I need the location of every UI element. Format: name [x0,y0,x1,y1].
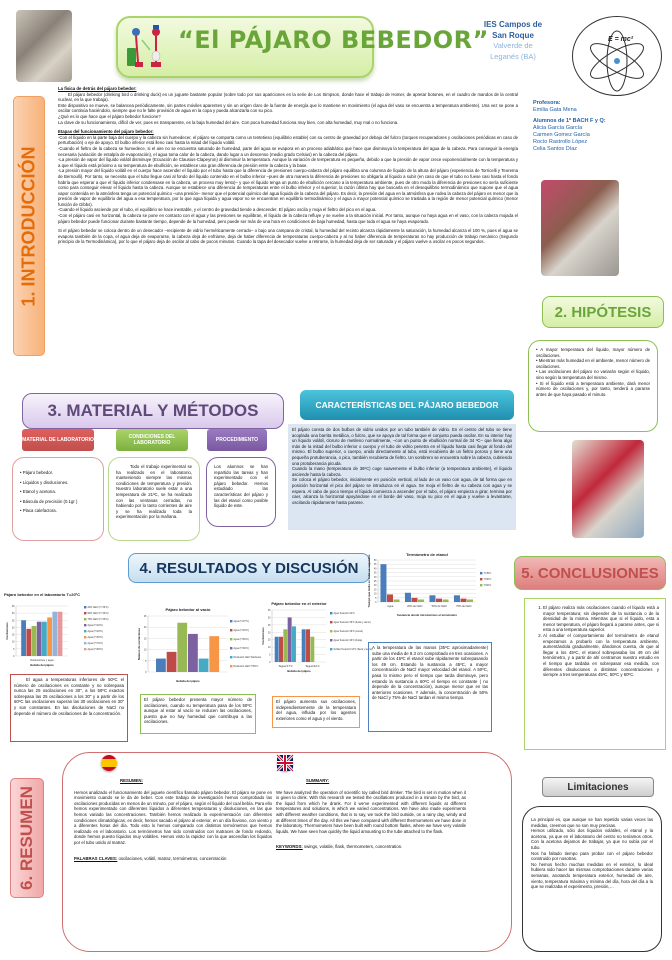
material-item: • Placa calefactora. [20,508,57,514]
legend-label: Agua (T=70ºC) [87,643,103,645]
chart-title: Pájaro bebedor en el exterior [271,601,327,606]
intro-step: -La presión mayor del líquido volátil en el cuerpo hace ascender el líquido por el tubo hasta que la diferencia de presiones cuerpo-cabeza del pájaro equilibra una columna de líquido de la altura del pájaro (experiencia de Torricelli y Teorema de Bernoulli). Por tanto, se necesita que el tubo llegue casi al fondo del líquido contenido en el bulbo inferior –pues de otra manera la diferencia de presiones no obligaría al líquido a subir (en caso de que el tubo no fuese casi hasta el fondo habría que esperar a que el líquido inferior condensase en la cabeza, un proceso muy lento)– y que el líquido tenga un punto de ebullición cercano a la temperatura ambiente, pues de otro modo la diferencia de presiones no sería suficiente como para conseguir elevar el líquido hasta la cabeza. Aunque se establece una diferencia de temperaturas entre el bulbo inferior y el superior, la razón última hay que buscarla en el desequilibrio termodinámico que supone que el agua vapor contenida en la atmósfera tenga un potencial químico –una presión– menor que el potencial químico del agua líquida de la cabeza del pájaro. Es decir, la presión del agua en la atmósfera que rodea la cabeza del pájaro es menor que la presión de vapor de equilibrio del agua a esa temperatura, por lo que agua líquida y agua vapor no se encuentran en equilibrio termodinámico y el agua a mayor potencial químico se traslada a la región de menor potencial químico (menor función de Gibbs). [58,168,518,207]
legend-label: Agua (T=50ºC) [87,637,103,639]
bar [443,599,449,602]
y-tick-label: 30 [267,616,271,620]
chart-vacuum-svg [136,606,266,694]
intro-step: -La presión de vapor del líquido volátil disminuye (Ecuación de Clausius-Clapeyron) al disminuir la temperatura. Aunque la variación de temperatura es pequeña, debido a que la presión de vapor crece exponencialmente con la temperatura y a que el líquido está próximo a su temperatura de ebullición, se establece una gran diferencia de presión entre la cabeza y la base. [58,157,518,168]
chart-exterior [261,600,373,680]
y-tick-label: 5 [145,659,147,663]
lab-conditions-text: Todo el trabajo experimental se ha realizado en el laboratorio, manteniendo siempre las mismas condiciones de temperatura y presión. Nuestro laboratorio suele estar a una temperatura de 21ºC, se ha realizado con las ventanas cerradas, no habiendo por lo tanto corrientes de aire y se ha realizado toda la experimentación por la mañana. [116,464,192,520]
bar [52,612,57,656]
spain-flag-icon [101,755,117,771]
intro-paragraph: El pájaro bebedor (drinking bird o drinking duck) es un juguete bastante popular (sobre todo por sus apariciones en la serie de Los Simpson, donde hace el trabajo de Homer, de apretar botones, en el cuadro de mandos de la central nuclear, en la que trabaja). [58,91,518,103]
legend-swatch [84,618,86,620]
y-tick-label: 25 [267,623,271,627]
limitation-text: La principal es, que aunque se han repetido varias veces las medidas, creemos que no son muy precisas. [531,817,653,828]
y-tick-label: 0 [145,671,147,674]
authors-block [533,100,653,153]
y-tick-label: 10 [267,646,271,650]
intro-step: -Cuando el fieltro de la cabeza se humedece, si el aire no se encuentra saturado de humedad, parte del agua se evapora en un proceso adiabático que hace que disminuya la temperatura del agua de la cabeza. Para conseguir la energía necesaria (variación de entalpía de evaporación), el agua toma calor de la cabeza, dando lugar a un descenso (medio grado Celsius) en la cabeza del pájaro. [58,145,518,157]
limitations-box [522,806,662,952]
legend-label: Disolución NaCl T=50ºC [233,666,259,668]
bar [37,622,42,656]
bar [58,612,63,656]
y-axis-label: Número de oscilaciones [137,627,141,661]
student-name: Carmen Gomez García [533,132,590,138]
characteristics-paragraph: El pájaro consta de dos bulbos de vidrio unidos por un tubo también de vidrio. En el centro del tubo se tiene acoplada una barrita metálica, o fulcro, que se apoya de tal forma que el conjunto pueda oscilar. En su interior hay un líquido volátil, cloruro de metileno normalmente, –con un punto de ebullición normal de 34 ºC– que llena algo más de la mitad del bulbo inferior o cuerpo y el tubo de vidrio penetra en el líquido hasta casi llegar al fondo del mismo. El bulbo superior, o cuerpo, unido directamente al tubo, está recubierto de un fieltro poroso y tiene una pequeña protuberancia, o pico, también recubierta de fieltro. Un sombrero se encuentra sobre la cabeza, cubriendo una protuberancia picuda. [292,427,512,466]
school-name [478,20,548,62]
legend-swatch [230,620,232,622]
teacher-label: Profesora: [533,100,561,106]
student-name: Alicia García García [533,125,583,131]
bar [394,599,400,602]
y-tick-label: 25 [11,619,15,623]
students-photo-2 [572,440,644,538]
legend-label: Agua Texterior=15ºC (lluvia y viento) [333,622,371,624]
results-header [128,553,370,583]
legend-swatch [330,648,332,650]
characteristics-paragraph: Cuando la mano (temperatura de 36ºC) coge suavemente el bulbo inferior (a temperatura ambiente), el líquido asciende hasta la cabeza. [292,466,512,477]
bar [380,564,386,602]
introduction-tab-label: 1. INTRODUCCIÓN [18,145,39,307]
y-tick-label: 0 [269,661,271,664]
bar [467,599,473,602]
y-tick-label: 15 [373,588,377,592]
legend-label: 20% NaCl (T= 50ºC) [87,607,109,609]
chart-laboratory-svg [4,590,134,672]
y-tick-label: 20 [267,631,271,635]
legend-label: Agua (T=40ºC) [233,630,249,632]
characteristics-header [300,390,514,420]
legend-swatch [330,621,332,623]
x-tick-label: 50% de NaCl [431,605,447,608]
bar [283,629,287,662]
legend-swatch [480,578,482,580]
poster-title: “El PÁJARO BEBEDOR” [178,26,489,54]
material-item: • Líquidos y disoluciones. [20,479,69,485]
y-tick-label: 5 [375,596,377,600]
caption-text: A la temperatura de las manos (35ºC aproximadamente) sube una media de 9.3 cm comprobado en tres ocasiones. A partir de los 45ºC el etanol sube rápidamente sobrepasando los 49 cm. Estando la sustancia a 45ºC, a mayor concentración de NaCl mayor velocidad del etanol. A 50ºC, pasa lo mismo pero el tiempo que tarda disminuye, pero estando la sustancia a 60ºC el tiempo es constante ( no depende de la concentración), aunque menor que en las anteriores ocasiones. Y además, la concentración de 50% de NaCl y 75% de NaCl tardan el mismo tiempo. [372,645,488,701]
hypothesis-item: • Mientras más humedad en el ambiente, menor número de oscilaciones. [536,358,650,369]
legend-swatch [480,584,482,586]
x-axis-label: Bebida del pájaro [30,663,54,667]
y-tick-label: 20 [143,626,147,630]
x-tick-label: Tagua=42ºC [305,665,320,668]
school-line2: San Roque [492,30,534,40]
intro-paragraph: La clave de su funcionamiento, difícil de ver, pues es transparente, es la baja humedad del aire. Con poca humedad funciona muy bien, con alta humedad, muy mal o no funciona. [58,119,399,125]
conclusion-item: 1. El pájaro realiza más oscilaciones cuando el líquido está a mayor temperatura; sin depender de la sustancia o de la densidad de la misma. Mientras que si el líquido, esta a menor temperatura, el pájaro llegará a pararse antes, que si esta a una temperatura superior. [543,605,659,633]
bar [32,626,37,656]
legend-swatch [330,630,332,632]
intro-step: -Con el pájaro casi en horizontal, la cabeza se pone en contacto con el agua y las presiones se equilibran, el líquido de la cabeza refluye y se vuelve a la situación inicial. Por tanto, aunque no haya agua en el vaso, con la cabeza mojada el pájaro bebedor puede funcionar durante bastante tiempo, depende de la humedad, pero puede ser más de una hora en condiciones de baja humedad, hasta que toda el agua se haya evaporado. [58,213,518,224]
logo-formula: E = mc² [608,36,634,43]
summary-en-text: We have analyzed the operation of scientific toy called bird drinker. The bird is set in motion when it is given to drink. With this research we tested the oscillations produced in a minute by the bird, as the liquid from which he drank. For it we've experimented with different liquids at different temperatures and solutions, in which we varied concentrations. We have also made experiments with different weather conditions, that is to say, we took the bird outside, on a rainy day, windy and at different times of the day. All this we have compared with different thermometers we have done in the laboratory. Thermometers have been built with round bottom flasks, where we have very volatile liquids. We have seen how quickly the liquid amounting to the tube attached to the flask. [276,789,466,834]
intro-heading-physics: La física de detrás del pájaro bebedor: [58,86,137,91]
methods-header [22,393,284,429]
chart-title: Termómetro de etanol [406,552,448,557]
bar [288,617,292,662]
y-tick-label: 15 [267,638,271,642]
intro-paragraph: Este dispositivo se mueve, se balancea periódicamente, sin partes móviles aparentes y sin un origen claro de la fuente de energía que lo mantiene en movimiento (el agua del vaso se encuentra a temperatura ambiente). Una vez se pone a oscilar continúa haciéndolo, siempre que no le falte provisión de agua en la copa y pueda alcanzarla con su pico. [58,102,518,114]
limitation-text: Hemos utilizado, sólo dos líquidos volátiles, el etanol y la acetona, ya que en el laboratorio del centro no teníamos otros. Con la acetona dejamos de trabajar, ya que no subía por el tubo. [531,828,653,850]
conclusions-header [514,556,666,590]
lab-conditions-title: CONDICIONES DEL LABORATORIO [128,434,176,446]
bar [21,620,26,656]
introduction-text [58,86,518,245]
bar [188,634,198,672]
legend-label: Agua (T=50ºC) [233,639,249,641]
bar [310,637,314,662]
legend-label: Agua Texterior=16ºC (lluvia) [333,640,363,642]
intro-step: -Con el líquido en la parte baja del cuerpo y la cabeza sin humedecer, el pájaro se comporta como un tentetieso (equilibrio estable) con su centro de gravedad por debajo del fulcro (torques recuperadores y oscilaciones periódicas en caso de perturbación) o eje de apoyo. El bulbo inferior está lleno casi hasta la mitad del líquido volátil. [58,134,518,146]
legend-label: Agua (T=40ºC) [87,631,103,633]
bar [47,617,52,656]
summary-english [276,778,466,850]
chart-title: Pájaro bebedor en el laboratorio T=20ºC [3,592,81,597]
results-caption-laboratory [10,674,128,742]
chart-title: Pájaro bebedor al vacío [165,607,211,612]
students-photo-1 [541,180,619,276]
y-tick-label: 15 [143,637,147,641]
summary-tab-label: 6. RESUMEN [17,786,37,890]
y-tick-label: 30 [373,575,377,579]
legend-swatch [230,647,232,649]
legend-label: 50% NaCl (T= 50ºC) [87,613,109,615]
bar [454,595,460,602]
x-axis-label: Bebida del pájaro [176,679,200,683]
header-photo-lab [16,10,72,82]
summary-es-title: RESUMEN: [120,778,143,783]
y-tick-label: 10 [143,648,147,652]
legend-swatch [330,639,332,641]
bar [405,593,411,602]
school-line1: IES Campos de [483,20,543,29]
students-label: Alumnos de 1º BACH F y Q: [533,118,606,124]
hypothesis-item: • Si el líquido está a temperatura ambiente, dará menor número de oscilaciones y, por tanto, tenderá a pararse antes de que haya pasado el minuto. [536,380,650,397]
procedure-header [207,429,267,451]
student-name: Celia Santos Díaz [533,146,578,152]
procedure-box [206,457,276,527]
material-item: • Pájaro bebedor. [20,470,54,475]
chart-ethanol-svg [362,552,510,632]
y-axis-label: Oscilaciones [5,622,9,640]
procedure-title: PROCEDIMIENTO [215,437,259,443]
conclusions-title: 5. CONCLUSIONES [521,564,659,582]
chart-ethanol [362,552,510,632]
y-tick-label: 25 [143,615,147,618]
bar [275,637,279,662]
characteristics-box [288,424,516,530]
x-tick-label: 20% de NaCl [407,605,423,608]
intro-step: -Cuando el líquido asciende por el tubo, el equilibrio se hace inestable, y el centro de gravedad tiende a descender. El pájaro oscila y moja el fieltro del pico en el agua. [58,207,377,213]
y-tick-label: 10 [373,592,377,596]
student-name: Rocío Rastrollo López [533,139,588,145]
y-axis-label: Tiempo que tarda en subir en segundos [367,554,371,608]
lab-material-header [22,429,94,451]
uk-flag-icon [277,755,293,771]
summary-en-keywords: KEYWORDS: swings, volatile, flask, thermometers, concentration. [276,844,403,850]
results-caption-exterior [272,696,360,728]
bar [26,629,31,656]
bar [199,659,209,672]
legend-label: T=50ºC [483,579,492,581]
bar [209,636,219,672]
legend-label: Agua (T=80ºC) [87,649,103,651]
hypothesis-item: • Las oscilaciones del pájaro no variarán según el líquido, sino según la temperatura del mismo. [536,369,650,380]
y-tick-label: 0 [13,655,15,658]
y-tick-label: 35 [267,609,271,612]
hypothesis-item: • A mayor temperatura del líquido, mayor número de oscilaciones. [536,347,650,358]
material-item: • Etanol y acetona. [20,489,56,495]
legend-label: Sulfato Texterior=13ºC (lluvia y viento) [333,649,373,651]
teacher-name: Emilia Gata Mena [533,107,577,113]
chart-laboratory [4,590,134,672]
bar [177,623,187,672]
hypothesis-box [528,340,658,432]
bar [306,629,310,662]
limitation-text: No hemos hecho muchas medidas en el exterior, lo ideal hubiera sido hacer las mismas comprobaciones durante varias semanas, anotando temperatura exterior, humedad de aire, viento, temperatura máxima y mínima del día, hora del día a la que se realizaba el experimento, presión,… [531,861,653,890]
y-axis-label: Oscilaciones [261,627,265,645]
y-tick-label: 35 [373,571,377,575]
bar [460,599,466,602]
y-tick-label: 20 [373,584,377,588]
legend-label: Agua (T=20ºC) [87,625,103,627]
legend-swatch [84,624,86,626]
legend-swatch [84,630,86,632]
limitation-text: Nos ha faltado tiempo para probar con el pájaro bebedor construido por nosotras. [531,850,653,862]
legend-swatch [330,612,332,614]
summary-en-title: SUMMARY: [306,778,330,783]
characteristics-title: CARACTERÍSTICAS DEL PÁJARO BEBEDOR [315,400,499,410]
hypothesis-title: 2. HIPÓTESIS [554,303,652,321]
legend-label: 75% NaCl (T= 50ºC) [87,619,109,621]
bar [167,652,177,672]
x-tick-label: Agua [387,605,394,608]
hypothesis-header [542,296,664,328]
legend-label: Disolución NaCl Tambiente [233,657,262,659]
legend-swatch [84,612,86,614]
legend-label: Agua Texterior=14ºC [333,613,355,615]
y-tick-label: 50 [373,559,377,562]
bar [292,626,296,662]
legend-swatch [84,636,86,638]
caption-text: El pájaro aumenta sus oscilaciones, independientemente de la temperatura del agua, influida por los agentes exteriores como el agua y el viento. [276,699,356,721]
conclusions-box [524,598,666,750]
summary-spanish [74,778,272,861]
caption-text: El pájaro bebedor presenta mayor número de oscilaciones, cuando su temperatura pasa de los 50ºC aunque al estar al vacío se reducen las oscilaciones, puesto que no hay humedad que contribuya a las oscilaciones. [144,697,252,725]
y-tick-label: 30 [11,612,15,616]
chart-vacuum [136,606,266,694]
summary-es-keywords: PALABRAS CLAVES: oscilaciones, volátil, matraz, termómetros, concentración [74,855,227,861]
x-axis-label: Bebida del pájaro [287,669,311,673]
lab-conditions-box [108,457,200,541]
legend-label: Agua Texterior=16ºC (viento) [333,631,363,633]
summary-es-text: Hemos analizado el funcionamiento del juguete científico llamado pájaro bebedor. El pájaro se pone en movimiento cuando se le da de beber. Con este trabajo de investigación hemos comprobado las oscilaciones producidas en menos de un minuto, por el pájaro, según el líquido del cual bebía. Para ello hemos experimentado con diferentes líquidos a diferentes temperaturas y disoluciones, en las que hemos variado las concentraciones. También hemos realizado la experimentación con diferentes condiciones climatológicas, es decir, hemos sacado el pájaro al exterior, en un día lluvioso, con viento y a diferentes horas del día. Todo esto lo hemos comparado con distintos termómetros que hemos realizado en el laboratorio. Los termómetros han sido construidos con matraces de fondo redondo, donde hemos puesto líquidos muy volátiles. Hemos visto la rapidez con la que ascendían los líquidos por el tubo unido al matraz. [74,789,272,845]
limitations-title: Limitaciones [567,781,629,793]
bar [42,622,47,656]
bar [387,594,393,602]
limitations-header [542,777,654,797]
lab-material-title: MATERIAL DE LABORATORIO [22,437,94,443]
y-tick-label: 40 [373,567,377,571]
legend-label: T=60ºC [483,585,492,587]
legend-swatch [230,665,232,667]
intro-paragraph-final: Si el pájaro bebedor se coloca dentro de un desecador –recipiente de vidrio herméticamente cerrado– o bajo una campana de cristal, la humedad del recinto alcanza rápidamente la saturación, la humedad alcanza el 100 %, pues el agua se evapora también de la copa, el agua deja de evaporarse, la cabeza deja de enfriarse, deja de haber diferencia de temperaturas cuerpo-cabeza y al no haber diferencia de temperaturas no hay producción de trabajo mecánico (Segundo principio de la Termodinámica), por lo que el pájaro deja de oscilar al cabo de pocos minutos. Cuando la tapa del desecador vuelve a retirarse, la humedad deja de ser saturada y el pájaro vuelve a oscilar en pocos segundos. [58,228,518,245]
y-tick-label: 5 [13,647,15,651]
chart-exterior-svg [261,600,373,680]
bar [279,637,283,662]
results-caption-ethanol [368,642,492,732]
legend-label: Agua (T=60ºC) [233,648,249,650]
caption-text: El agua a temperaturas inferiores de 50ºC el número de oscilaciones es constante y no sobrepasa nunca las 25 oscilaciones en 30", a los 50ºC exactos sobrepasa las 25 oscilaciones a los 30" y a partir de los 60ºC las oscilaciones superan las 30 oscilaciones en 30" y son constantes. En las disoluciones de NaCl no depende el número de oscilaciones de la concentración. [14,677,124,716]
bar [429,595,435,602]
bar [302,629,306,662]
bar [411,598,417,602]
procedure-text: Los alumnos se han repartido las tareas y han experimentado con el pájaro bebedor. Hemos estudiado las características del pájaro y las del etanol como posible líquido de este. [214,464,268,509]
y-tick-label: 35 [11,605,15,608]
y-tick-label: 10 [11,640,15,644]
x-axis-label: Sustancia donde introducimos el termómetro [396,613,458,617]
lab-material-box [12,457,104,541]
bar [156,659,166,672]
drinking-bird-image [124,22,166,72]
summary-tab [10,778,44,898]
material-item: • Báscula de precisión (0.1gr ) [20,498,78,504]
x-tick-label: 75% de NaCl [456,605,472,608]
legend-swatch [84,648,86,650]
y-tick-label: 20 [11,626,15,630]
school-location: Valverde de Leganés (BA) [490,41,536,61]
y-tick-label: 25 [373,580,377,583]
legend-label: Agua (T=37ºC) [233,621,249,623]
legend-label: T=45ºC [483,573,492,575]
introduction-tab [13,96,45,356]
methods-title: 3. MATERIAL Y MÉTODOS [47,401,259,420]
legend-swatch [230,656,232,658]
y-tick-label: 5 [269,653,271,657]
intro-heading-stages: Etapas del funcionamiento del pájaro bebedor: [58,129,154,135]
legend-swatch [230,629,232,631]
department-logo [572,16,662,96]
intro-paragraph: ¿Qué es lo que hace que el pájaro bebedor funcione? [58,113,161,119]
x-tick-label: Tagua=17ºC [278,665,293,668]
lab-conditions-header [116,429,188,451]
x-tick-label: Disoluciones y agua [30,659,54,662]
results-caption-vacuum [140,694,256,734]
results-title: 4. RESULTADOS Y DISCUSIÓN [139,559,359,577]
y-tick-label: 0 [375,601,377,604]
y-tick-label: 45 [373,563,377,567]
conclusion-item: 2. Al estudiar el comportamiento del termómetro de etanol empezamos a probarlo con la temperatura ambiente, aumentándola gradualmente, dándonos cuenta, de que al llegar a los 45ºC, el etanol sobrepasaba los 49 cm del termómetro, y a partir de ahí centramos nuestro estudio en el tiempo que tardaba en sobrepasar esa medida, con diferentes disoluciones a distintas concentraciones y siempre a tres temperaturas 45ºC, 50ºC y 60ºC. [543,633,659,678]
y-tick-label: 15 [11,633,15,637]
legend-swatch [480,572,482,574]
characteristics-paragraph: Se coloca el pájaro bebedor, inicialmente en posición vertical, al lado de un vaso con agua, de tal forma que en posición horizontal el pico del pájaro se introduzca en el agua. Se moja el fieltro de su cabeza con agua y se espera. Al cabo de poco tiempo el líquido comienza a ascender por el tubo, el pájaro empieza a girar, termina por caer, alcanza la horizontal apoyándose en el borde del vaso, moja su pico en el agua y vuelve a levantarse, oscilando rápidamente hasta pararse. [292,477,512,505]
legend-swatch [84,642,86,644]
legend-swatch [84,606,86,608]
legend-swatch [230,638,232,640]
bar [418,599,424,602]
bar [436,599,442,602]
